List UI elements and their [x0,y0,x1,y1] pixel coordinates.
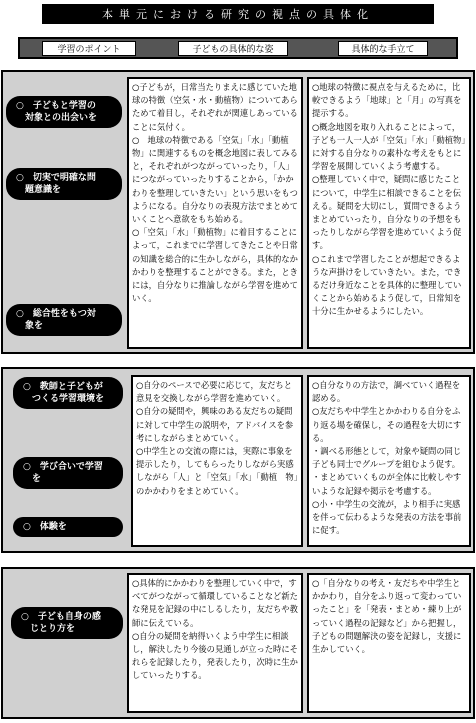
section-2 [1,367,475,553]
section-1 [1,70,475,354]
means-text: ○「自分なりの考え・友だちや中学生とかかわり，自分をふり返って変わっていったこと」を「発表・まとめ・練り上がっていく過程の記録など」から把握し，子どもの問題解決の姿を記録し，支援に生かしていく。 [312,578,462,655]
point-pill: ○ 切実で明確な問 題意識を [6,168,122,200]
children-text: ○具体的にかかわりを整理していく中で，すべてがつながって循環していることなど新たな発見を記録の中にしるしたり，友だちや教師に伝えている。 ○自分の疑問を納得いくよう中学生に相談し，解決したり今後の見通しが立った時にそれらを記録したり，発表したり，次時に生かしていったりする。 [132,578,298,681]
children-text: ○自分のペースで必要に応じて，友だちと意見を交換しながら学習を進めていく。 ○自分の疑問や，興味のある友だちの疑問に対して中学生の説明や，アドバイスを参考にしながらまとめていく。 ○中学生との交流の際には，実際に事象を提示したり，してもらったりしながら実感しながら「人」と「空気」「水」「動植 物」のかかわりをまとめていく。 [136,380,298,496]
column-label-means: 具体的な手立て [338,41,428,56]
means-box [307,77,471,349]
children-box [127,77,303,349]
point-pill: ○ 学び合いで学習 を [13,457,123,489]
column-label-point: 学習のポイント [42,41,136,56]
column-header-bar [18,37,458,59]
means-box [307,375,471,547]
means-box [307,573,471,713]
point-pill: ○ 子ども自身の感 じとり方を [11,607,123,639]
page-title: 本単元における研究の視点の具体化 [42,4,434,24]
point-pill: ○ 体験を [13,517,123,537]
children-box [127,573,303,713]
means-text: ○自分なりの方法で，調べていく過程を認める。 ○友だちや中学生とかかわりる自分をふり返る場を確保し，その過程を大切にする。 ・調べる形態として，対象や疑問の同じ子ども同士でグループを組むよう促す。 ・まとめていくものが全体に比較しやすいような記録や掲示を考慮する。 ○小・中学生の交流が，より相手に実感を伴って伝わるような発表の方法を事前に促す。 [312,380,462,536]
point-pill: ○ 教師と子どもが つくる学習環境を [13,377,123,409]
column-label-children: 子どもの具体的な姿 [178,41,288,56]
section-3 [1,567,475,719]
point-pill: ○ 子どもと学習の 対象との出会いを [6,96,122,128]
means-text: ○地球の特徴に視点を与えるために，比較できるよう「地球」と「月」の写真を提示する。 ○概念地図を取り入れることによって，子ども一人一人が「空気」「水」「動植物」に対する自分なりの素朴な考えをもとに学習を展開していくよう考慮する。 ○整理していく中で，疑問に感じたことについて，中学生に相談できることを伝える。疑問を大切にし，質問できるようまとめていったり，自分なりの予想をもったりしながら学習を進めていくよう促す。 ○これまで学習したことが想起できるような声掛けをしていきたい。また，できるだけ身近なことを具体的に整理していくことから始めるよう促して，日常知を十分に生かせるようにしたい。 [312,82,466,317]
children-box [131,375,303,547]
point-pill: ○ 総合性をもつ対 象を [6,304,122,336]
children-text: ○子どもが，日常当たりまえに感じていた地球の特徴（空気・水・動植物）についてあらためて着目し，それぞれが関連しあっていることに気付く。 ○ 地球の特徴である「空気」「水」「動植物」に関連するものを概念地図に表してみると，それぞれがつながっていったり，「人」につながっていったりすることから，「かかわりを整理していきたい」という思いをもつようになる。自分なりの表現方法でまとめていくことへ意欲をもち始める。 ○「空気」「水」「動植物」に着目することによって，これまでに学習してきたことや日常の知識を総合的に生かしながら，具体的なかかわりを整理することができる。また，ときには，自分なりに推論しながら学習を進めていく。 [132,82,298,304]
